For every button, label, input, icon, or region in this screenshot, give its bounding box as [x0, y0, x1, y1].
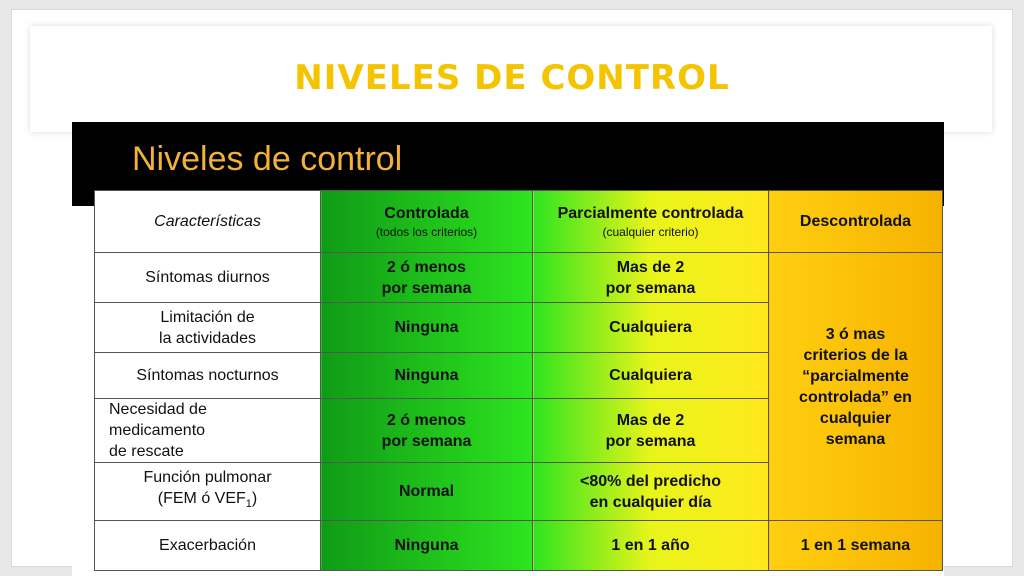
cell-line: 3 ó mas	[825, 325, 886, 343]
header-uncontrolled: Descontrolada	[769, 191, 943, 253]
cell-partial: Cualquiera	[533, 303, 769, 353]
cell-uncontrolled-merged	[769, 253, 943, 521]
cell-line: 2 ó menos	[386, 258, 467, 276]
cell-line: por semana	[605, 432, 696, 450]
row-label	[95, 463, 321, 521]
cell-line: en cualquier día	[589, 493, 712, 511]
cell-partial	[533, 253, 769, 303]
cell-controlled: Ninguna	[321, 521, 533, 571]
cell-partial: Cualquiera	[533, 353, 769, 399]
label-line	[99, 488, 316, 515]
table-header-row	[95, 191, 943, 253]
table-row	[95, 253, 943, 303]
cell-line: 2 ó menos	[386, 411, 467, 429]
cell-partial	[533, 399, 769, 463]
cell-line: <80% del predicho	[580, 472, 721, 490]
row-label	[95, 399, 321, 463]
header-controlled	[321, 191, 533, 253]
row-label: Exacerbación	[95, 521, 321, 571]
label-part: (FEM ó VEF	[157, 490, 246, 508]
label-line: medicamento	[109, 422, 206, 439]
cell-line: Mas de 2	[616, 258, 685, 276]
header-partial-label: Parcialmente controlada	[557, 205, 744, 222]
cell-line: cualquier	[819, 409, 892, 427]
cell-uncontrolled: 1 en 1 semana	[769, 521, 943, 571]
label-line: de rescate	[109, 443, 184, 460]
cell-line: por semana	[381, 279, 472, 297]
cell-line: “parcialmente	[802, 367, 909, 385]
row-label	[95, 303, 321, 353]
image-title: Niveles de control	[132, 140, 403, 178]
cell-partial	[533, 463, 769, 521]
cell-controlled: Ninguna	[321, 303, 533, 353]
slide-title: NIVELES DE CONTROL	[294, 58, 730, 98]
label-subscript: 1	[245, 498, 252, 511]
table-row	[95, 521, 943, 571]
label-line: Limitación de	[160, 308, 255, 326]
label-part: )	[251, 490, 258, 508]
header-partial	[533, 191, 769, 253]
cell-controlled	[321, 399, 533, 463]
cell-partial: 1 en 1 año	[533, 521, 769, 571]
header-characteristics: Características	[95, 191, 321, 253]
cell-line: por semana	[605, 279, 696, 297]
header-controlled-note: (todos los criterios)	[375, 225, 478, 239]
cell-controlled: Ninguna	[321, 353, 533, 399]
row-label: Síntomas diurnos	[95, 253, 321, 303]
cell-line: por semana	[381, 432, 472, 450]
cell-line: controlada” en	[799, 388, 912, 406]
cell-controlled	[321, 253, 533, 303]
cell-line: semana	[825, 430, 886, 448]
cell-line: criterios de la	[803, 346, 908, 364]
cell-controlled: Normal	[321, 463, 533, 521]
label-line: Función pulmonar	[143, 469, 272, 487]
label-line: Necesidad de	[109, 401, 207, 418]
row-label: Síntomas nocturnos	[95, 353, 321, 399]
cell-line: Mas de 2	[616, 411, 685, 429]
label-line: la actividades	[159, 329, 256, 347]
header-controlled-label: Controlada	[384, 205, 469, 222]
table-image	[72, 122, 944, 576]
header-partial-note: (cualquier criterio)	[602, 225, 699, 239]
control-levels-table	[94, 190, 943, 571]
